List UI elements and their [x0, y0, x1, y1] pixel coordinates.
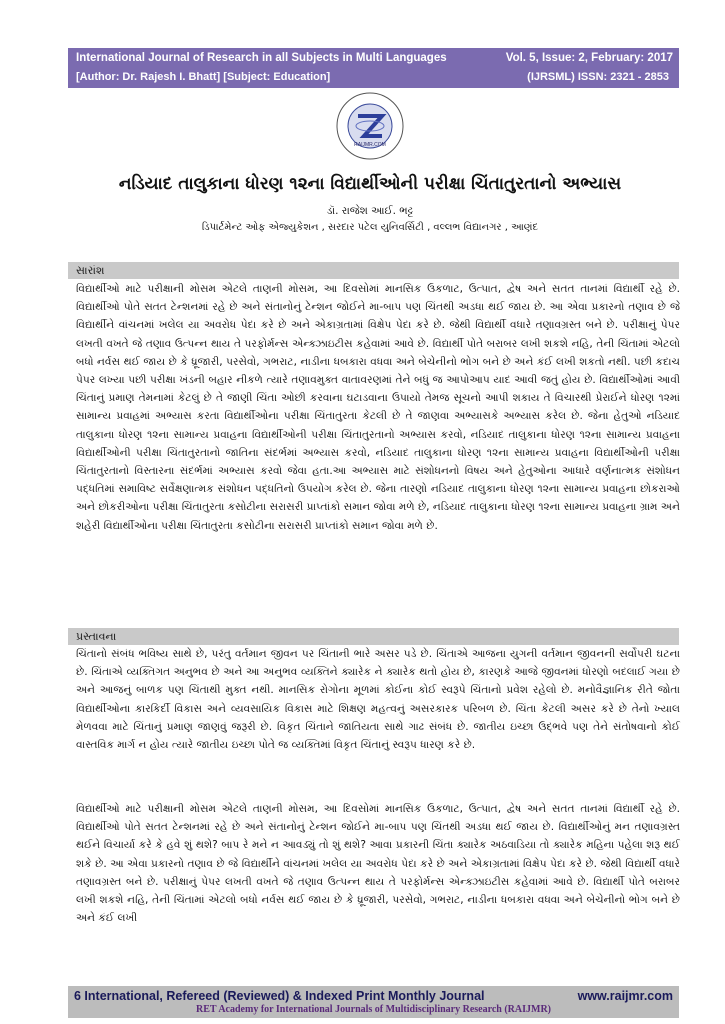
intro-text-2: વિદ્યાર્થીઓ માટે પરીક્ષાની મોસમ એટલે તાણની મોસમ, આ દિવસોમાં માનસિક ઉકળાટ, ઉત્પાત, દ્વેષ અને સતત તાનમાં વિદ્યાર્થી રહે છે. વિદ્યાર્થીઓ પોતે સતત ટેન્શનમાં રહે છે અને સંતાનોનું ટેન્શન જોઈને મા-બાપ પણ ચિંતથી અડધા થઈ જાય છે. વિદ્યાર્થીઓનું મન તણાવગ્રસ્ત થઈને વિચાર્યા કરે કે હવે શું થશે? બાપ રે મને ન આવડ્યું તો શું થશે? આવા પ્રકારની ચિંતા ક્યારેક અઠવાડિયા તો ક્યારેક મહિના પહેલા શરૂ થઈ શકે છે. આ એવા પ્રકારનો તણાવ છે જે વિદ્યાર્થીને વાંચનમાં ખલેલ યા અવરોધ પેદા કરે છે અને એકાગ્રતામાં વિક્ષેપ પેદા કરે છે. જેથી વિદ્યાર્થી વધારે તણાવગ્રસ્ત બને છે. પરીક્ષાનું પેપર લખતી વખતે જે તણાવ ઉત્પન્ન થાય તે પરફોર્મન્સ એન્ક્ઝાઇટીસ કહેવામાં આવે છે. વિદ્યાર્થી પોતે બરાબર લખી શકશે નહિ, તેની ચિંતામાં એટલો બધો નર્વસ થઈ જાય છે કે ધ્રૂજારી, પરસેવો, ગભરાટ, નાડીના ધબકારા વધવા અને બેચેનીનો ભોગ બને છે અને કંઈ લખી [76, 803, 680, 925]
article-author: ડૉ. રાજેશ આઈ. ભટ્ટ [326, 205, 414, 217]
issn: (IJRSML) ISSN: 2321 - 2853 [527, 71, 669, 83]
abstract-heading: સારાંશ [68, 262, 679, 279]
footer-academy: RET Academy for International Journals of Multidisciplinary Research (RAIJMR) [196, 1004, 551, 1015]
footer-website-link[interactable]: www.raijmr.com [577, 989, 673, 1003]
abstract-body [76, 280, 680, 535]
abstract-text: વિદ્યાર્થીઓ માટે પરીક્ષાની મોસમ એટલે તાણની મોસમ, આ દિવસોમાં માનસિક ઉકળાટ, ઉત્પાત, દ્વેષ અને સતત તાનમાં વિદ્યાર્થી રહે છે. વિદ્યાર્થીઓ પોતે સતત ટેન્શનમાં રહે છે અને સંતાનોનું ટેન્શન જોઈને મા-બાપ પણ ચિંતથી અડધા થઈ જાય છે. આ એવા પ્રકારનો તણાવ છે જે વિદ્યાર્થીને વાંચનમાં ખલેલ યા અવરોધ પેદા કરે છે અને એકાગ્રતામાં વિક્ષેપ પેદા કરે છે. જેથી વિદ્યાર્થી વધારે તણાવગ્રસ્ત બને છે. પરીક્ષાનું પેપર લખતી વખતે જે તણાવ ઉત્પન્ન થાય તે પરફોર્મન્સ એન્ક્ઝાઇટીસ કહેવામાં આવે છે. વિદ્યાર્થી પોતે બરાબર લખી શકશે નહિ, તેની ચિંતામાં એટલો બધો નર્વસ થઈ જાય છે કે ધ્રૂજારી, પરસેવો, ગભરાટ, નાડીના ધબકારા વધવા અને બેચેનીનો ભોગ બને છે અને કંઈ લખી શકતો નથી. પછી કદાચ પેપર લખ્યા પછી પરીક્ષા ખંડની બહાર નીકળે ત્યારે તણાવમુક્ત વાતાવરણમાં તેને બધું જ આપોઆપ યાદ આવી જતું હોય છે. વિદ્યાર્થીઓમાં આવી ચિંતાનું પ્રમાણ તેમનામાં કેટલું છે તે જાણી ચિંતા ઓછી કરવાના ઘટાડવાના ઉપાયો તેમજ સૂચનો આપી શકાય તે વિચારથી પ્રેરાઈને ધોરણ ૧૨માં સામાન્ય પ્રવાહમાં અભ્યાસ કરતા વિદ્યાર્થીઓના પરીક્ષા ચિંતાતુરતા કેટલી છે તે જાણવા અભ્યાસકે અભ્યાસ કરેલ છે. જેના હેતુઓ નડિયાદ તાલુકાના ધોરણ ૧૨ના સામાન્ય પ્રવાહના વિદ્યાર્થીઓની પરીક્ષા ચિંતાતુરતાનો અભ્યાસ કરવો, નડિયાદ તાલુકાના ધોરણ ૧૨ના સામાન્ય પ્રવાહના વિદ્યાર્થીઓની પરીક્ષા ચિંતાતુરતાનો જાતિના સંદર્ભમાં અભ્યાસ કરવો, નડિયાદ તાલુકાના ધોરણ ૧૨ના સામાન્ય પ્રવાહના વિદ્યાર્થીઓની પરીક્ષા ચિંતાતુરતાનો વિસ્તારના સંદર્ભમાં અભ્યાસ કરવો જેવા હતા.આ અભ્યાસ માટે સંશોધનનો વિષય અને હેતુઓના આધારે વર્ણનાત્મક સંશોધન પદ્ધતિમાં સમાવિષ્ટ સર્વેક્ષણાત્મક સંશોધન પદ્ધતિનો ઉપયોગ કરેલ છે. જેના તારણો નડિયાદ તાલુકાના ધોરણ ૧૨ના સામાન્ય પ્રવાહના છોકરાઓ અને છોકરીઓના પરીક્ષા ચિંતાતુરતા કસોટીના સરાસરી પ્રાપ્તાંકો સમાન જોવા મળે છે, નડિયાદ તાલુકાના ધોરણ ૧૨ના સામાન્ય પ્રવાહના ગ્રામ અને શહેરી વિદ્યાર્થીઓના પરીક્ષા ચિંતાતુરતા કસોટીના સરાસરી પ્રાપ્તાંકો સમાન જોવા મળે છે. [76, 283, 680, 532]
intro-heading: પ્રસ્તાવના [68, 628, 679, 645]
article-title: નડિયાદ તાલુકાના ધોરણ ૧૨ના વિદ્યાર્થીઓની પરીક્ષા ચિંતાતુરતાનો અભ્યાસ [118, 174, 622, 194]
footer-journal: 6 International, Refereed (Reviewed) & Indexed Print Monthly Journal [74, 989, 485, 1003]
intro-paragraph-1 [76, 645, 680, 754]
intro-text-1: ચિંતાનો સંબંધ ભવિષ્ય સાથે છે, પરંતુ વર્તમાન જીવન પર ચિંતાની ભારે અસર પડે છે. ચિંતાએ આજના યુગની વર્તમાન જીવનની સર્વોપરી ઘટના છે. ચિંતાએ વ્યક્તિગત અનુભવ છે અને આ અનુભવ વ્યક્તિને ક્યારેક ને ક્યારેક થતો હોય છે, કારણકે આજે જીવનમાં ધોરણો બદલાઈ ગયા છે અને આજનું બાળક પણ ચિંતાથી મુક્ત નથી. માનસિક રોગોના મૂળમાં કોઈના કોઈ સ્વરૂપે ચિંતાનો પ્રવેશ રહેલો છે. મનોવૈજ્ઞાનિક રીતે જોતા વિદ્યાર્થીઓના કારકિર્દી વિકાસ અને વ્યવસાયિક વિકાસ માટે શિક્ષણ મહત્વનું અસરકારક પરિબળ છે. ચિંતા કેટલી અસર કરે છે તેનો ખ્યાલ મેળવવા માટે ચિંતાનું પ્રમાણ જાણવું જરૂરી છે. વિકૃત ચિંતાને જાતિયતા સાથે ગાઢ સંબંધ છે. જાતીય ઇચ્છા ઉદ્ભવે પણ તેને સંતોષવાનો કોઈ વાસ્તવિક માર્ગ ન હોય ત્યારે જાતીય ઇચ્છા પોતે જ વ્યક્તિમાં વિકૃત ચિંતાનું સ્વરૂપ ધારણ કરે છે. [76, 648, 680, 752]
page-footer [68, 986, 679, 1018]
intro-paragraph-2 [76, 800, 680, 927]
issue-info: Vol. 5, Issue: 2, February: 2017 [505, 52, 673, 64]
raijmr-seal-logo [320, 92, 420, 162]
author-subject: [Author: Dr. Rajesh I. Bhatt] [Subject: Education] [76, 71, 331, 83]
author-affiliation: ડિપાર્ટમેન્ટ ઓફ એજ્યુકેશન , સરદાર પટેલ યુનિવર્સિટી , વલ્લભ વિદ્યાનગર , આણંદ [201, 222, 539, 233]
journal-name: International Journal of Research in all Subjects in Multi Languages [76, 52, 447, 64]
journal-header [68, 48, 679, 88]
logo-text: RAIJMR.COM [354, 142, 386, 148]
